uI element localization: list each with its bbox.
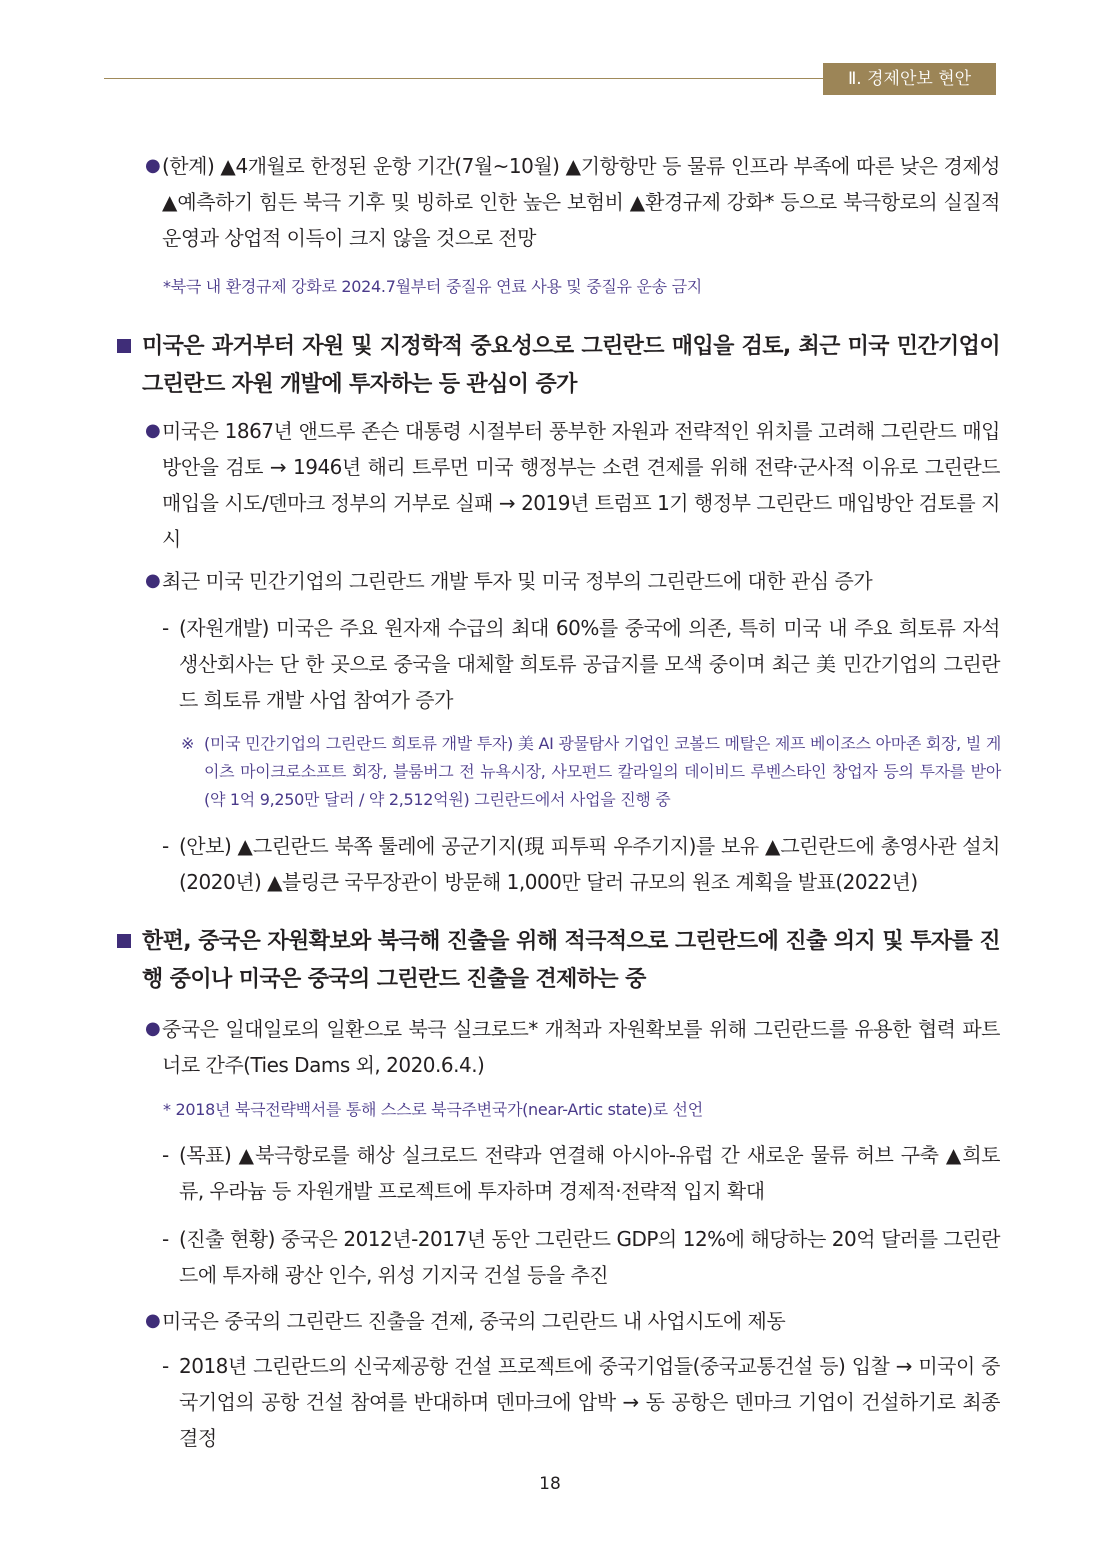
section-heading (117, 328, 1000, 404)
section-heading-text: 미국은 과거부터 자원 및 지정학적 중요성으로 그린란드 매입을 검토, 최근 미국 민간기업이 그린란드 자원 개발에 투자하는 등 관심이 증가 (142, 334, 1000, 397)
bullet-text: 미국은 중국의 그린란드 진출을 견제, 중국의 그린란드 내 사업시도에 제동 (162, 1309, 786, 1333)
bullet-icon: ● (145, 420, 161, 441)
reference-note (181, 730, 1001, 814)
sub-item-text: (목표) ▲북극항로를 해상 실크로드 전략과 연결해 아시아-유럽 간 새로운 물류 허브 구축 ▲희토류, 우라늄 등 자원개발 프로젝트에 투자하며 경제적·전략적 입지 확대 (179, 1143, 1000, 1203)
bullet-text: 최근 미국 민간기업의 그린란드 개발 투자 및 미국 정부의 그린란드에 대한 관심 증가 (162, 569, 873, 593)
bullet-item (145, 148, 1000, 256)
sub-item (162, 1348, 1000, 1456)
square-bullet-icon (117, 339, 131, 353)
bullet-item (145, 413, 1000, 557)
dash-marker: - (162, 1227, 169, 1251)
footnote: *북극 내 환경규제 강화로 2024.7월부터 중질유 연료 사용 및 중질유 운송 금지 (163, 277, 702, 296)
sub-item-text: 2018년 그린란드의 신국제공항 건설 프로젝트에 중국기업들(중국교통건설 등) 입찰 → 미국이 중국기업의 공항 건설 참여를 반대하며 덴마크에 압박 → 동 공항은 덴마크 기업이 건설하기로 최종결정 (179, 1354, 1000, 1450)
reference-mark: ※ (181, 734, 195, 753)
section-heading (117, 923, 1000, 999)
dash-marker: - (162, 834, 169, 858)
section-heading-text: 한편, 중국은 자원확보와 북극해 진출을 위해 적극적으로 그린란드에 진출 의지 및 투자를 진행 중이나 미국은 중국의 그린란드 진출을 견제하는 중 (142, 929, 1000, 992)
bullet-text: (한계) ▲4개월로 한정된 운항 기간(7월~10월) ▲기항항만 등 물류 인프라 부족에 따른 낮은 경제성 ▲예측하기 힘든 북극 기후 및 빙하로 인한 높은 보험비 ▲환경규제 강화* 등으로 북극항로의 실질적 운영과 상업적 이득이 크지 않을 것으로 전망 (162, 154, 1000, 250)
header-rule (104, 78, 824, 79)
sub-item (162, 610, 1000, 718)
dash-marker: - (162, 616, 169, 640)
sub-item (162, 828, 1000, 900)
reference-note-text: (미국 민간기업의 그린란드 희토류 개발 투자) 美 AI 광물탐사 기업인 코볼드 메탈은 제프 베이조스 아마존 회장, 빌 게이츠 마이크로소프트 회장, 블룸버그 전 뉴욕시장, 사모펀드 칼라일의 데이비드 루벤스타인 창업자 등의 투자를 받아 (약 1억 9,250만 달러 / 약 2,512억원) 그린란드에서 사업을 진행 중 (204, 734, 1001, 809)
bullet-item (145, 1303, 1000, 1339)
dash-marker: - (162, 1354, 169, 1378)
bullet-icon: ● (145, 155, 161, 176)
footnote: * 2018년 북극전략백서를 통해 스스로 북극주변국가(near-Artic state)로 선언 (163, 1100, 703, 1119)
bullet-item (145, 563, 1000, 599)
sub-item (162, 1221, 1000, 1293)
bullet-text: 중국은 일대일로의 일환으로 북극 실크로드* 개척과 자원확보를 위해 그린란드를 유용한 협력 파트너로 간주(Ties Dams 외, 2020.6.4.) (162, 1017, 1000, 1077)
dash-marker: - (162, 1143, 169, 1167)
bullet-icon: ● (145, 570, 161, 591)
bullet-icon: ● (145, 1018, 161, 1039)
bullet-icon: ● (145, 1310, 161, 1331)
sub-item (162, 1137, 1000, 1209)
bullet-text: 미국은 1867년 앤드루 존슨 대통령 시절부터 풍부한 자원과 전략적인 위치를 고려해 그린란드 매입방안을 검토 → 1946년 해리 트루먼 미국 행정부는 소련 견제를 위해 전략·군사적 이유로 그린란드 매입을 시도/덴마크 정부의 거부로 실패 → 2019년 트럼프 1기 행정부 그린란드 매입방안 검토를 지시 (162, 419, 1000, 551)
sub-item-text: (안보) ▲그린란드 북쪽 툴레에 공군기지(現 피투픽 우주기지)를 보유 ▲그린란드에 총영사관 설치(2020년) ▲블링큰 국무장관이 방문해 1,000만 달러 규모의 원조 계획을 발표(2022년) (179, 834, 1000, 894)
bullet-item (145, 1011, 1000, 1083)
section-tag: Ⅱ. 경제안보 현안 (823, 63, 996, 95)
square-bullet-icon (117, 934, 131, 948)
page-number: 18 (539, 1474, 561, 1494)
sub-item-text: (자원개발) 미국은 주요 원자재 수급의 최대 60%를 중국에 의존, 특히 미국 내 주요 희토류 자석 생산회사는 단 한 곳으로 중국을 대체할 희토류 공급지를 모색 중이며 최근 美 민간기업의 그린란드 희토류 개발 사업 참여가 증가 (179, 616, 1000, 712)
sub-item-text: (진출 현황) 중국은 2012년-2017년 동안 그린란드 GDP의 12%에 해당하는 20억 달러를 그린란드에 투자해 광산 인수, 위성 기지국 건설 등을 추진 (179, 1227, 1000, 1287)
